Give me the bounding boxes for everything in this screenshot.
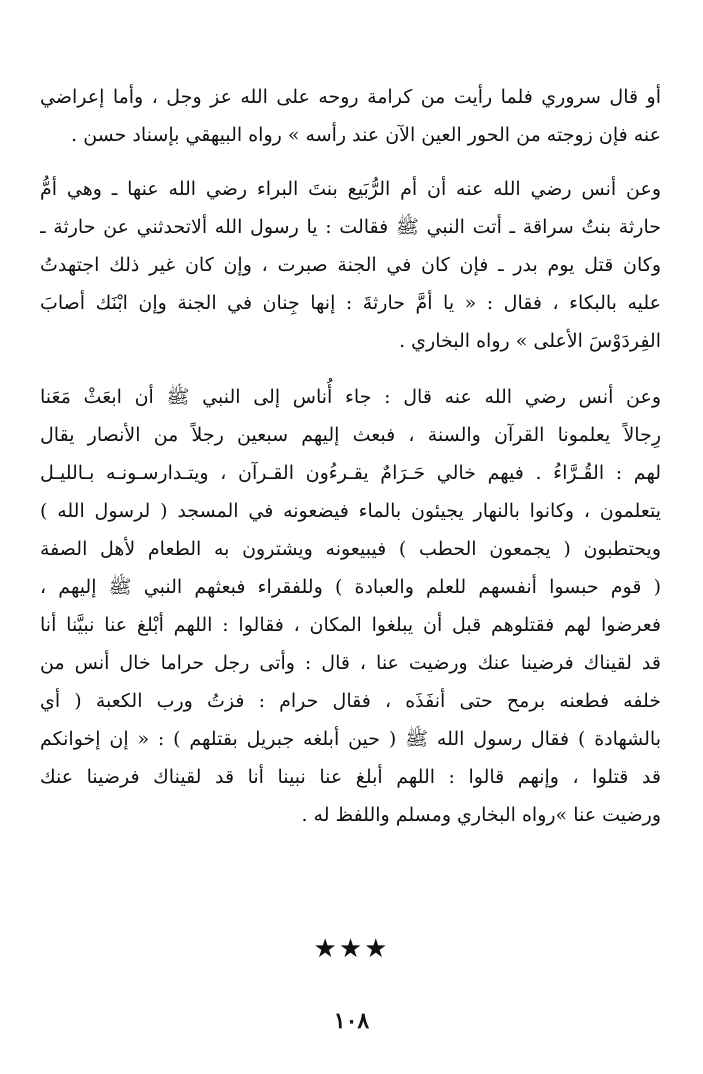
text-line: عليه بالبكاء ، فقال : « يا أمَّ حارثةَ : إنها جِنان في الجنة وإن ابْنَك أصابَ [40, 292, 661, 314]
text-line: أو قال سروري فلما رأيت من كرامة روحه على الله عز وجل ، وأما إعراضي [40, 86, 661, 108]
text-line: حارثة بنتُ سراقة ـ أتت النبي ﷺ فقالت : يا رسول الله ألاتحدثني عن حارثة ـ [40, 216, 661, 238]
text-line: وعن أنس رضي الله عنه أن أم الرُّبَيع بنتَ البراء رضي الله عنها ـ وهي أمُّ [40, 178, 661, 200]
paragraph-gap [40, 154, 661, 170]
text-line: وكان قتل يوم بدر ـ فإن كان في الجنة صبرت ، وإن كان غير ذلك اجتهدتُ [40, 254, 661, 276]
page-body [40, 78, 661, 834]
page-number: ١٠٨ [333, 1008, 370, 1034]
text-line: لهم : القُـرَّاءُ . فيهم خالي حَـرَامٌ يقـرءُون القـرآن ، ويتـدارسـونـه بـالليـل [40, 462, 661, 484]
text-line: بالشهادة ) فقال رسول الله ﷺ ( حين أبلغه جبريل بقتلهم ) : « إن إخوانكم [40, 728, 661, 750]
section-ornament: ★★★ [313, 934, 390, 964]
paragraph-2 [40, 170, 661, 360]
text-line: يتعلمون ، وكانوا بالنهار يجيئون بالماء فيضعونه في المسجد ( لرسول الله ) [40, 500, 661, 522]
text-line: ورضيت عنا »رواه البخاري ومسلم واللفظ له . [301, 804, 661, 826]
paragraph-1 [40, 78, 661, 154]
text-line: ( قوم حبسوا أنفسهم للعلم والعبادة ) وللفقراء فبعثهم النبي ﷺ إليهم ، [40, 576, 661, 598]
text-line: خلفه فطعنه برمح حتى أنفَذَه ، فقال حرام : فزتُ ورب الكعبة ( أي [40, 690, 661, 712]
text-line: رِجالاً يعلمونا القرآن والسنة ، فبعث إليهم سبعين رجلاً من الأنصار يقال [40, 424, 661, 446]
text-line: الفِردَوْسَ الأعلى » رواه البخاري . [399, 330, 661, 352]
paragraph-gap [40, 360, 661, 378]
text-line: فعرضوا لهم فقتلوهم قبل أن يبلغوا المكان ، فقالوا : اللهم أبْلغ عنا نبيَّنا أنا [40, 614, 661, 636]
text-line: وعن أنس رضي الله عنه قال : جاء أُناس إلى النبي ﷺ أن ابعَثْ مَعَنا [40, 386, 661, 408]
text-line: قد قتلوا ، وإنهم قالوا : اللهم أبلغ عنا نبينا أنا قد لقيناك فرضينا عنك [40, 766, 661, 788]
text-line: عنه فإن زوجته من الحور العين الآن عند رأسه » رواه البيهقي بإسناد حسن . [71, 124, 661, 146]
text-line: ويحتطبون ( يجمعون الحطب ) فيبيعونه ويشترون به الطعام لأهل الصفة [40, 538, 661, 560]
paragraph-3 [40, 378, 661, 834]
text-line: قد لقيناك فرضينا عنك ورضيت عنا ، قال : وأتى رجل حراما خال أنس من [40, 652, 661, 674]
